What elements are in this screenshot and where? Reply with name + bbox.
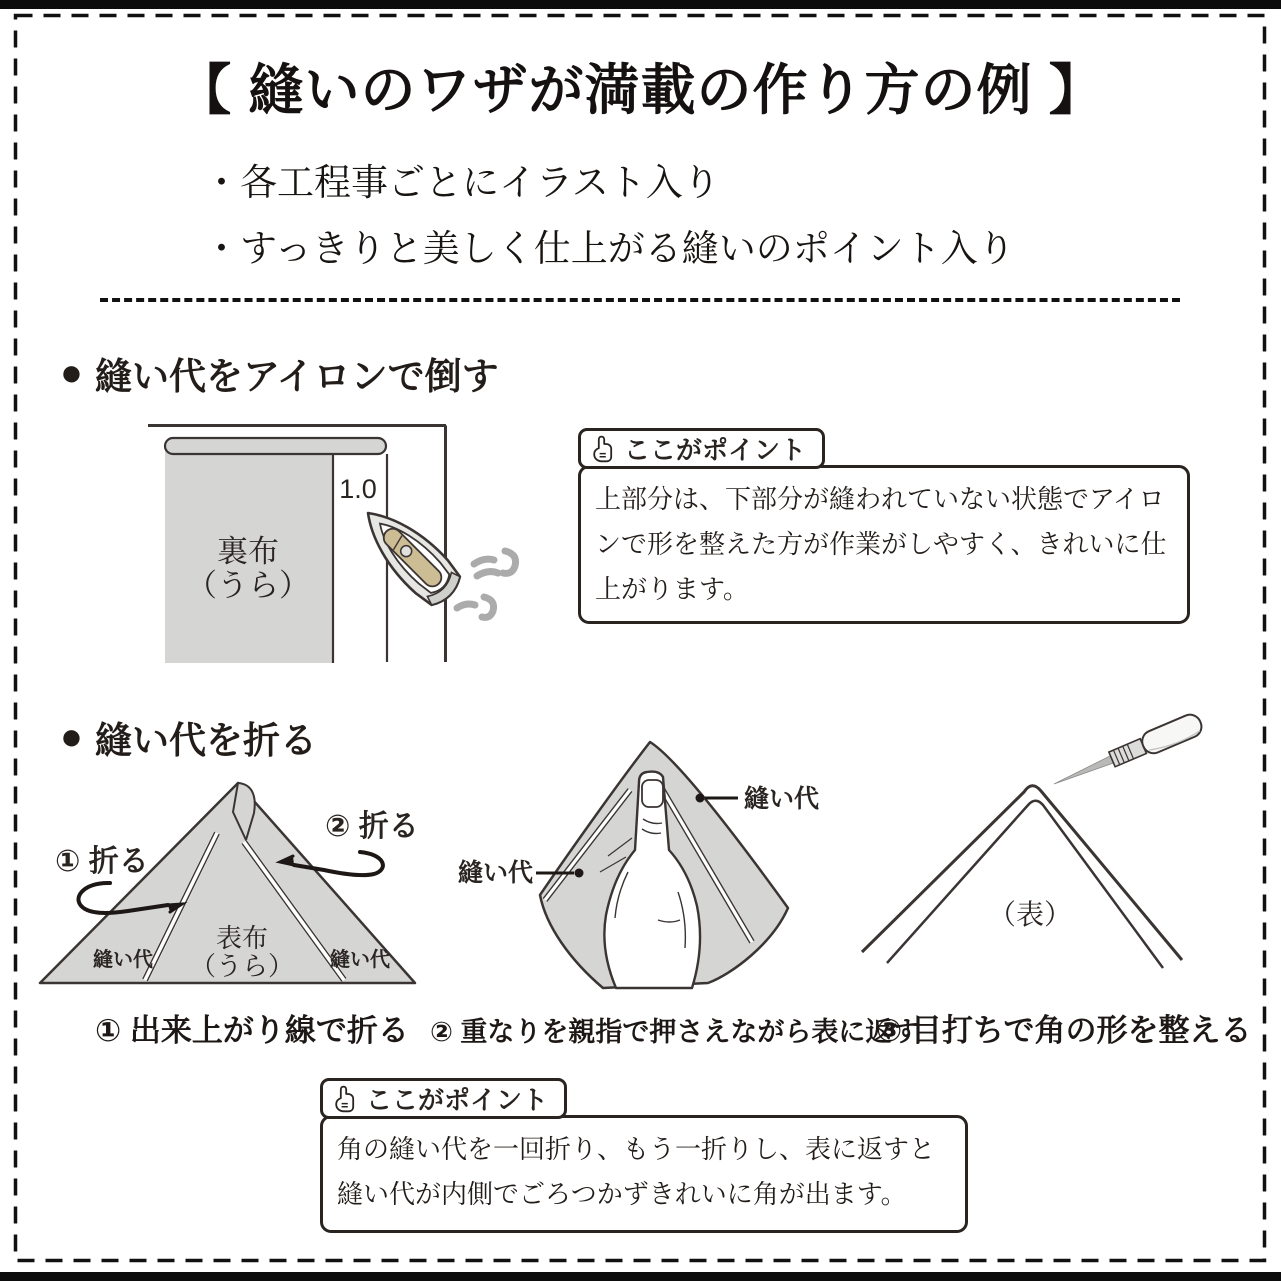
- feature-bullet-1: ・各工程事ごとにイラスト入り: [203, 162, 720, 203]
- step2-caption: ② 重なりを親指で押さえながら表に返す: [430, 1017, 920, 1047]
- step1-caption: ① 出来上がり線で折る: [95, 1013, 409, 1048]
- bottom-edge-bar: [0, 1272, 1281, 1281]
- seam-left-label: 縫い代: [458, 859, 534, 887]
- point-box-header-label: ここがポイント: [624, 435, 807, 465]
- section-bullet-icon: ●: [60, 716, 83, 758]
- seam-width-value: 1.0: [339, 474, 377, 504]
- thumb-hold-illustration: [430, 720, 850, 1010]
- page-title: 【 縫いのワザが満載の作り方の例 】: [176, 59, 1105, 121]
- steam-icon: [457, 551, 516, 617]
- fold-roll-edge: [165, 438, 386, 454]
- iron-press-illustration: [140, 412, 550, 680]
- seam-left-label: 縫い代: [93, 949, 153, 971]
- point-box-header: [578, 428, 825, 469]
- section-heading-press-label: 縫い代をアイロンで倒す: [94, 356, 499, 397]
- point-box-header: [320, 1078, 567, 1119]
- feature-bullet-2: ・すっきりと美しく仕上がる縫いのポイント入り: [203, 228, 1015, 269]
- section-heading-fold-label: 縫い代を折る: [94, 720, 317, 761]
- awl-icon: [1050, 711, 1205, 794]
- section-heading-fold: [60, 710, 317, 764]
- point-box-press: [578, 428, 1190, 624]
- fold2-label: ② 折る: [325, 810, 419, 843]
- top-edge-bar: [0, 0, 1281, 9]
- fold1-label: ① 折る: [55, 845, 149, 878]
- section-heading-press: [60, 346, 499, 400]
- front-side-label: （表）: [987, 899, 1073, 930]
- point-box-body: 角の縫い代を一回折り、もう一折りし、表に返すと縫い代が内側でごろつかずきれいに角が出ます。: [320, 1115, 968, 1233]
- point-box-fold: [320, 1078, 968, 1233]
- fabric-label-line2: （うら）: [189, 951, 295, 981]
- fabric-label-line1: 裏布: [217, 534, 279, 569]
- pointing-finger-icon: [591, 435, 615, 463]
- fabric-label-line1: 表布: [215, 923, 269, 953]
- seam-right-label: 縫い代: [330, 949, 390, 971]
- pointing-finger-icon: [333, 1085, 357, 1113]
- fabric-label-line2: （うら）: [186, 568, 310, 603]
- point-box-header-label: ここがポイント: [366, 1085, 549, 1115]
- iron-icon: [352, 497, 467, 612]
- section-bullet-icon: ●: [60, 352, 83, 394]
- fold-triangle-illustration: [30, 770, 450, 1002]
- awl-corner-illustration: [860, 700, 1270, 1000]
- seam-right-label: 縫い代: [744, 785, 820, 813]
- step3-caption: ③ 目打ちで角の形を整える: [876, 1013, 1252, 1048]
- point-box-body: 上部分は、下部分が縫われていない状態でアイロンで形を整えた方が作業がしやすく、きれいに仕上がります。: [578, 465, 1190, 624]
- section-divider: [100, 298, 1180, 302]
